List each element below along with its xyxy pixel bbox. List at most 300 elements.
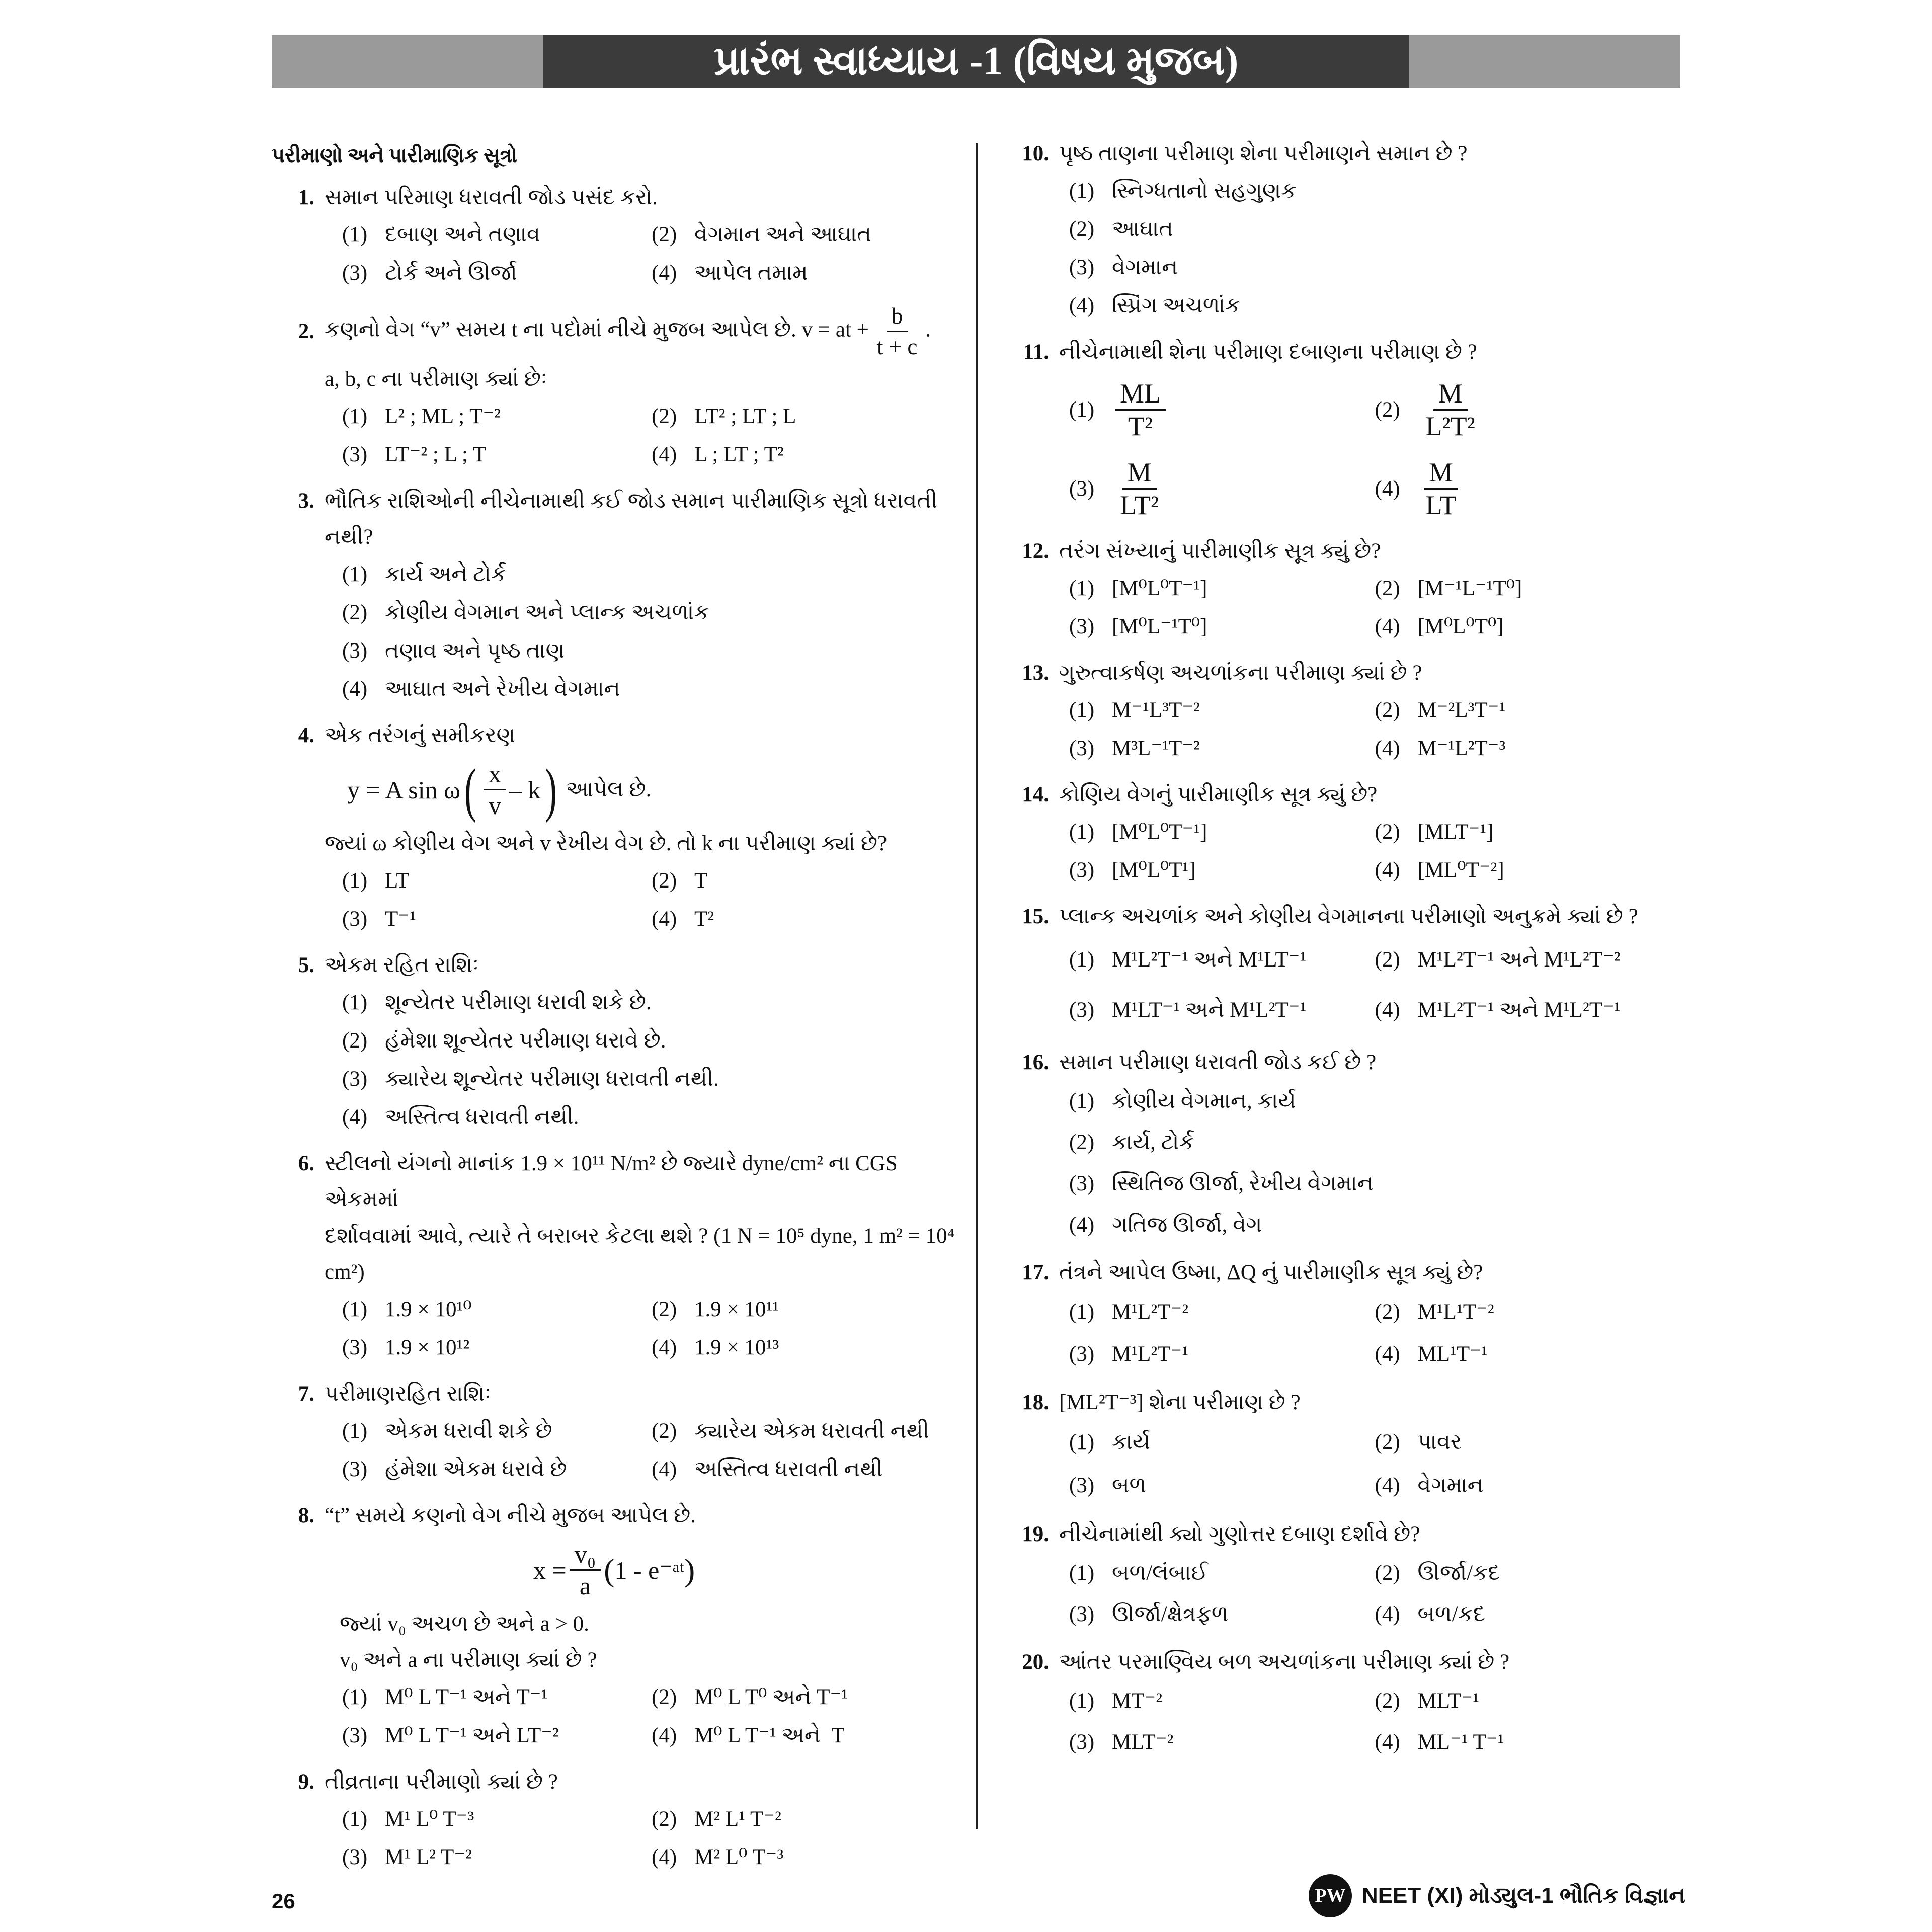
option — [342, 397, 652, 436]
right-paren-icon: ) — [544, 756, 557, 823]
option-text: M⁰ L T⁻¹ અને T⁻¹ — [385, 1685, 548, 1709]
option-text: [M⁰L⁰T⁰] — [1417, 615, 1504, 638]
section-heading: પરીમાણો અને પારીમાણિક સૂત્રો — [272, 144, 518, 167]
option-text: M¹ L⁰ T⁻³ — [385, 1807, 474, 1831]
option-text: ક્યારેય શૂન્યેતર પરીમાણ ધરાવતી નથી. — [385, 1067, 719, 1091]
fraction-denominator: LT² — [1120, 490, 1159, 520]
option-text: M¹L¹T⁻² — [1417, 1300, 1494, 1324]
option-number: (2) — [1069, 1131, 1095, 1154]
fraction — [1115, 457, 1164, 521]
option-number: (1) — [342, 405, 368, 428]
option — [342, 1717, 652, 1755]
option-number: (3) — [1069, 1474, 1095, 1497]
option — [1069, 1594, 1375, 1635]
option-number: (4) — [1069, 294, 1095, 317]
option-number: (2) — [652, 223, 677, 247]
option — [1375, 985, 1681, 1035]
option-number: (4) — [1375, 858, 1400, 882]
option-number: (3) — [342, 639, 368, 663]
option-number: (1) — [1069, 698, 1095, 722]
option — [1069, 210, 1680, 249]
question-number: 11. — [1023, 340, 1049, 364]
option-text: 1.9 × 10¹¹ — [694, 1298, 779, 1321]
option — [652, 1412, 961, 1451]
option — [342, 984, 961, 1022]
option-number: (2) — [342, 601, 368, 624]
question-number: 19. — [1022, 1522, 1049, 1546]
question-text-part: કણનો વેગ “v” સમય t ના પદોમાં નીચે મુજબ આપેલ છે. v = at + — [325, 317, 869, 342]
option — [342, 1329, 652, 1367]
option-text: ઊર્જા/ક્ષેત્રફળ — [1112, 1602, 1229, 1626]
option-number: (3) — [342, 1845, 368, 1869]
fraction — [484, 759, 506, 821]
option — [1069, 570, 1375, 608]
question-text: કોણિય વેગનું પારીમાણીક સૂત્ર ક્યું છે? — [1059, 783, 1378, 807]
option-text: ક્યારેય એકમ ધરાવતી નથી — [694, 1419, 929, 1443]
fraction — [872, 301, 922, 361]
question-19 — [1016, 1516, 1680, 1635]
option — [1069, 1204, 1680, 1246]
question-4 — [272, 717, 961, 938]
option-number: (4) — [342, 677, 368, 701]
option-number: (1) — [1069, 1689, 1095, 1713]
option-text: M⁰ L T⁰ અને T⁻¹ — [694, 1685, 848, 1709]
option — [1375, 691, 1681, 730]
fraction-numerator: x — [484, 759, 506, 790]
option-text: આપેલ તમામ — [694, 261, 808, 285]
options — [272, 216, 961, 292]
option-text: M⁻²L³T⁻¹ — [1417, 698, 1506, 722]
option-text: 1.9 × 10¹³ — [694, 1336, 779, 1359]
option-number: (3) — [1069, 615, 1095, 638]
option-number: (3) — [1069, 737, 1095, 760]
option-text: કાર્ય, ટોર્ક — [1112, 1131, 1194, 1154]
option-text: એકમ ધરાવી શકે છે — [385, 1419, 552, 1443]
question-text: એક તરંગનું સમીકરણ — [325, 723, 515, 747]
option — [1069, 1291, 1375, 1333]
option-number: (2) — [1375, 1561, 1400, 1585]
option-text: ML⁻¹ T⁻¹ — [1417, 1730, 1504, 1754]
option — [342, 632, 961, 670]
option — [1069, 457, 1375, 521]
options — [272, 1291, 961, 1367]
option-number: (2) — [1375, 948, 1400, 972]
option — [342, 670, 961, 708]
option-number: (4) — [1375, 477, 1400, 501]
option-text: હંમેશા શૂન્યેતર પરીમાણ ધરાવે છે. — [385, 1029, 666, 1053]
option-number: (2) — [652, 405, 677, 428]
option-number: (2) — [652, 1298, 677, 1321]
option — [1375, 457, 1681, 521]
option-text: M¹L²T⁻¹ અને M¹L²T⁻² — [1417, 948, 1621, 972]
option-number: (4) — [1375, 1602, 1400, 1626]
option-text: L² ; ML ; T⁻² — [385, 405, 501, 428]
question-text: સ્ટીલનો યંગનો માનાંક 1.9 × 10¹¹ N/m² છે જ્યારે dyne/cm² ના CGS એકમમાં — [325, 1152, 898, 1212]
option — [342, 1060, 961, 1098]
option — [652, 1800, 961, 1838]
question-text: ગુરુત્વાકર્ષણ અચળાંકના પરીમાણ ક્યાં છે ? — [1059, 661, 1422, 685]
question-text-continued: જ્યાં v₀ અચળ છે અને a > 0. — [340, 1612, 589, 1636]
book-title: NEET (XI) મોડ્યુલ-1 ભૌતિક વિજ્ઞાન — [1361, 1883, 1685, 1908]
option-text: વેગમાન — [1112, 256, 1178, 279]
options — [1016, 935, 1680, 1035]
option — [652, 900, 961, 938]
options — [272, 984, 961, 1137]
formula-tail: – k — [509, 775, 541, 804]
question-number: 15. — [1022, 905, 1049, 928]
formula-suffix: આપેલ છે. — [566, 777, 652, 801]
option — [1069, 691, 1375, 730]
option — [1069, 985, 1375, 1035]
option — [1375, 378, 1681, 442]
option-text: L ; LT ; T² — [694, 443, 784, 466]
option-number: (2) — [652, 1807, 677, 1831]
option-text: [ML⁰T⁻²] — [1417, 858, 1504, 882]
option — [342, 900, 652, 938]
options — [1016, 1553, 1680, 1635]
option-number: (3) — [342, 443, 368, 466]
option — [1069, 1081, 1680, 1122]
option — [1375, 1680, 1681, 1722]
option — [1375, 851, 1681, 890]
option-text: T² — [694, 907, 714, 931]
pw-logo-icon: PW — [1309, 1874, 1352, 1917]
question-10 — [1016, 136, 1680, 325]
option — [1375, 608, 1681, 646]
question-13 — [1016, 655, 1680, 768]
option-number: (4) — [1375, 1474, 1400, 1497]
options — [1016, 570, 1680, 646]
option — [1069, 1464, 1375, 1507]
options — [272, 1678, 961, 1755]
option-text: LT — [385, 869, 410, 893]
options — [272, 1800, 961, 1877]
option — [652, 397, 961, 436]
option — [1069, 1122, 1680, 1163]
fraction-numerator: v₀ — [570, 1539, 601, 1571]
right-column — [1016, 136, 1680, 1772]
option — [652, 216, 961, 254]
option — [1069, 1722, 1375, 1763]
option-number: (2) — [1375, 698, 1400, 722]
option-number: (4) — [1375, 737, 1400, 760]
option-text: MLT⁻¹ — [1417, 1689, 1479, 1713]
option — [1375, 1722, 1681, 1763]
option-text: કોણીય વેગમાન અને પ્લાન્ક અચળાંક — [385, 601, 709, 624]
question-text: તરંગ સંખ્યાનું પારીમાણીક સૂત્ર ક્યું છે? — [1059, 539, 1381, 563]
question-number: 3. — [298, 489, 314, 513]
option — [1375, 813, 1681, 851]
option-text: [M⁰L⁻¹T⁰] — [1112, 615, 1208, 638]
option-number: (3) — [342, 1336, 368, 1359]
option-text: M⁰ L T⁻¹ અને LT⁻² — [385, 1724, 559, 1747]
question-number: 14. — [1022, 783, 1049, 807]
option — [652, 1717, 961, 1755]
option-number: (4) — [652, 261, 677, 285]
option-text: T — [694, 869, 708, 893]
option-number: (2) — [652, 869, 677, 893]
fraction-denominator: LT — [1425, 490, 1457, 520]
question-8 — [272, 1498, 961, 1755]
question-text: પૃષ્ઠ તાણના પરીમાણ શેના પરીમાણને સમાન છે ? — [1059, 142, 1468, 166]
option-number: (2) — [1375, 1689, 1400, 1713]
question-number: 2. — [298, 319, 314, 343]
question-9 — [272, 1764, 961, 1877]
options — [1016, 1680, 1680, 1763]
option-text: સ્પ્રિંગ અચળાંક — [1112, 294, 1241, 317]
option-number: (1) — [342, 1298, 368, 1321]
option-number: (1) — [342, 1419, 368, 1443]
question-number: 9. — [298, 1770, 314, 1794]
option — [1375, 1594, 1681, 1635]
fraction-numerator: M — [1122, 457, 1157, 490]
question-6 — [272, 1146, 961, 1367]
option — [342, 594, 961, 632]
option — [1069, 1333, 1375, 1376]
options — [272, 1412, 961, 1489]
option-text: M¹ L² T⁻² — [385, 1845, 472, 1869]
fraction-numerator: M — [1433, 378, 1468, 411]
option-number: (3) — [342, 261, 368, 285]
option-number: (1) — [342, 991, 368, 1014]
option — [652, 254, 961, 292]
question-number: 18. — [1022, 1391, 1049, 1414]
option-number: (3) — [342, 1067, 368, 1091]
left-column — [272, 136, 961, 1886]
option — [1069, 935, 1375, 985]
options — [1016, 378, 1680, 521]
option — [652, 1678, 961, 1717]
option-text: MT⁻² — [1112, 1689, 1163, 1713]
option-number: (4) — [652, 1458, 677, 1481]
fraction-numerator: ML — [1115, 378, 1166, 411]
option-number: (3) — [1069, 1172, 1095, 1195]
option-number: (2) — [1375, 1300, 1400, 1324]
fraction-numerator: M — [1424, 457, 1458, 490]
question-7 — [272, 1376, 961, 1489]
option-text: [M⁰L⁰T¹] — [1112, 858, 1196, 882]
question-5 — [272, 947, 961, 1137]
question-text: નીચેનામાથી શેના પરીમાણ દબાણના પરીમાણ છે ? — [1059, 340, 1477, 364]
option — [652, 436, 961, 474]
option-number: (3) — [1069, 998, 1095, 1022]
option-text: ઊર્જા/કદ — [1417, 1561, 1500, 1585]
option — [1375, 1464, 1681, 1507]
option — [1375, 1291, 1681, 1333]
question-16 — [1016, 1044, 1680, 1246]
question-17 — [1016, 1255, 1680, 1376]
options — [1016, 691, 1680, 768]
option — [652, 1291, 961, 1329]
option — [1069, 1680, 1375, 1722]
question-text: એકમ રહિત રાશિઃ — [325, 953, 479, 977]
option-text: [MLT⁻¹] — [1417, 820, 1494, 844]
option-text: M¹L²T⁻² — [1112, 1300, 1189, 1324]
fraction-denominator: a — [579, 1572, 591, 1600]
option — [1375, 1553, 1681, 1594]
option-text: કોણીય વેગમાન, કાર્ય — [1112, 1089, 1296, 1113]
question-number: 12. — [1022, 539, 1049, 563]
question-number: 8. — [298, 1504, 314, 1527]
question-text: નીચેનામાંથી ક્યો ગુણોત્તર દબાણ દર્શાવે છે? — [1059, 1522, 1420, 1546]
question-text-part: . — [925, 317, 931, 342]
option-number: (1) — [1069, 820, 1095, 844]
option-number: (3) — [1069, 256, 1095, 279]
left-paren-icon: ( — [604, 1552, 615, 1588]
question-18 — [1016, 1385, 1680, 1507]
option-text: [M⁻¹L⁻¹T⁰] — [1417, 577, 1522, 600]
option-number: (1) — [342, 1807, 368, 1831]
option — [1069, 249, 1680, 287]
question-text: તંત્રને આપેલ ઉષ્મા, ΔQ નું પારીમાણીક સૂત્ર ક્યું છે? — [1059, 1261, 1483, 1284]
option — [1069, 851, 1375, 890]
question-number: 7. — [298, 1382, 314, 1406]
fraction-denominator: t + c — [876, 334, 918, 359]
option-text: 1.9 × 10¹⁰ — [385, 1298, 472, 1321]
option-text: દબાણ અને તણાવ — [385, 223, 540, 247]
option-text: શૂન્યેતર પરીમાણ ધરાવી શકે છે. — [385, 991, 652, 1014]
option-number: (4) — [652, 1724, 677, 1747]
question-text: તીવ્રતાના પરીમાણો ક્યાં છે ? — [325, 1770, 558, 1794]
page-title: પ્રારંભ સ્વાધ્યાય -1 (વિષય મુજબ) — [543, 35, 1409, 88]
option-text: M¹LT⁻¹ અને M¹L²T⁻¹ — [1112, 998, 1307, 1022]
option-number: (2) — [1069, 217, 1095, 241]
question-12 — [1016, 533, 1680, 646]
question-text: પ્લાન્ક અચળાંક અને કોણીય વેગમાનના પરીમાણો અનુક્રમે ક્યાં છે ? — [1059, 905, 1638, 928]
option — [342, 1451, 652, 1489]
option-number: (4) — [652, 1845, 677, 1869]
question-number: 16. — [1022, 1051, 1049, 1074]
option — [1069, 1421, 1375, 1464]
option-text: LT⁻² ; L ; T — [385, 443, 487, 466]
option — [342, 436, 652, 474]
option — [342, 1022, 961, 1060]
option-text: વેગમાન અને આઘાત — [694, 223, 871, 247]
option-number: (1) — [1069, 577, 1095, 600]
option-number: (1) — [1069, 398, 1095, 422]
option-number: (2) — [652, 1419, 677, 1443]
footer-brand — [1309, 1874, 1685, 1917]
question-number: 10. — [1022, 142, 1049, 166]
question-2 — [272, 301, 961, 474]
fraction — [1421, 378, 1480, 442]
right-paren-icon: ) — [684, 1552, 695, 1588]
option-number: (3) — [342, 907, 368, 931]
question-15 — [1016, 899, 1680, 1035]
option — [1069, 813, 1375, 851]
formula-lhs: y = A sin ω — [347, 775, 461, 804]
question-14 — [1016, 777, 1680, 890]
question-number: 13. — [1022, 661, 1049, 685]
fraction-denominator: v — [489, 791, 502, 820]
fraction-numerator: b — [887, 301, 908, 332]
option-text: અસ્તિત્વ ધરાવતી નથી — [694, 1458, 883, 1481]
option-number: (4) — [1375, 998, 1400, 1022]
option-text: અસ્તિત્વ ધરાવતી નથી. — [385, 1105, 579, 1129]
option — [1069, 1553, 1375, 1594]
option-text: M⁰ L T⁻¹ અને T — [694, 1724, 845, 1747]
option — [342, 1838, 652, 1877]
question-text-continued: a, b, c ના પરીમાણ ક્યાં છેઃ — [325, 367, 547, 391]
option-text: કાર્ય — [1112, 1430, 1151, 1454]
option-number: (4) — [1375, 1342, 1400, 1366]
option-text: M² L¹ T⁻² — [694, 1807, 781, 1831]
option-number: (1) — [342, 1685, 368, 1709]
option — [1375, 1333, 1681, 1376]
question-number: 4. — [298, 723, 314, 747]
option-number: (4) — [652, 1336, 677, 1359]
option-number: (3) — [1069, 477, 1095, 501]
option-text: વેગમાન — [1417, 1474, 1484, 1497]
option — [1069, 172, 1680, 210]
question-text-continued: v₀ અને a ના પરીમાણ ક્યાં છે ? — [340, 1648, 597, 1672]
question-text: “t” સમયે કણનો વેગ નીચે મુજબ આપેલ છે. — [325, 1504, 696, 1527]
options — [272, 555, 961, 708]
options — [1016, 813, 1680, 890]
option-text: M² L⁰ T⁻³ — [694, 1845, 784, 1869]
option-text: બળ/લંબાઈ — [1112, 1561, 1208, 1585]
formula-lhs: x = — [533, 1556, 567, 1584]
option — [652, 1838, 961, 1877]
velocity-equation — [272, 1539, 961, 1601]
option-text: કાર્ય અને ટોર્ક — [385, 562, 507, 586]
option-text: પાવર — [1417, 1430, 1462, 1454]
question-text — [325, 301, 961, 361]
option-number: (4) — [1069, 1213, 1095, 1237]
option-number: (3) — [1069, 858, 1095, 882]
option — [342, 216, 652, 254]
option-number: (4) — [652, 443, 677, 466]
question-text-continued: cm²) — [325, 1260, 365, 1284]
option-text: T⁻¹ — [385, 907, 416, 931]
options — [272, 397, 961, 474]
option-text: તણાવ અને પૃષ્ઠ તાણ — [385, 639, 565, 663]
question-text: પરીમાણરહિત રાશિઃ — [325, 1382, 491, 1406]
option-number: (1) — [342, 562, 368, 586]
option-number: (3) — [342, 1458, 368, 1481]
option-text: બળ — [1112, 1474, 1147, 1497]
question-text: [ML²T⁻³] શેના પરીમાણ છે ? — [1059, 1391, 1301, 1414]
fraction-denominator: L²T² — [1425, 411, 1475, 441]
wave-equation — [272, 756, 961, 823]
formula-tail: 1 - e⁻ᵃᵗ — [614, 1556, 684, 1584]
option-text: ટોર્ક અને ઊર્જા — [385, 261, 517, 285]
option-text: [M⁰L⁰T⁻¹] — [1112, 820, 1208, 844]
option — [652, 1451, 961, 1489]
question-text-continued: દર્શાવવામાં આવે, ત્યારે તે બરાબર કેટલા થશે ? (1 N = 10⁵ dyne, 1 m² = 10⁴ — [325, 1224, 955, 1248]
option — [652, 862, 961, 900]
option-text: [M⁰L⁰T⁻¹] — [1112, 577, 1208, 600]
option — [342, 1678, 652, 1717]
option — [652, 1329, 961, 1367]
option — [1069, 608, 1375, 646]
option-text: ગતિજ ઊર્જા, વેગ — [1112, 1213, 1262, 1237]
option — [342, 1291, 652, 1329]
option-text: M⁻¹L²T⁻³ — [1417, 737, 1506, 760]
fraction-denominator: T² — [1128, 411, 1153, 441]
option-number: (3) — [342, 1724, 368, 1747]
option — [342, 555, 961, 594]
option-text: બળ/કદ — [1417, 1602, 1485, 1626]
option-number: (3) — [1069, 1730, 1095, 1754]
option-text: સ્નિગ્ધતાનો સહગુણક — [1112, 179, 1297, 203]
option-number: (2) — [342, 1029, 368, 1053]
option — [342, 1412, 652, 1451]
option-number: (1) — [1069, 179, 1095, 203]
options — [1016, 1291, 1680, 1376]
question-text: આંતર પરમાણ્વિય બળ અચળાંકના પરીમાણ ક્યાં છે ? — [1059, 1650, 1510, 1674]
option-number: (2) — [1375, 820, 1400, 844]
